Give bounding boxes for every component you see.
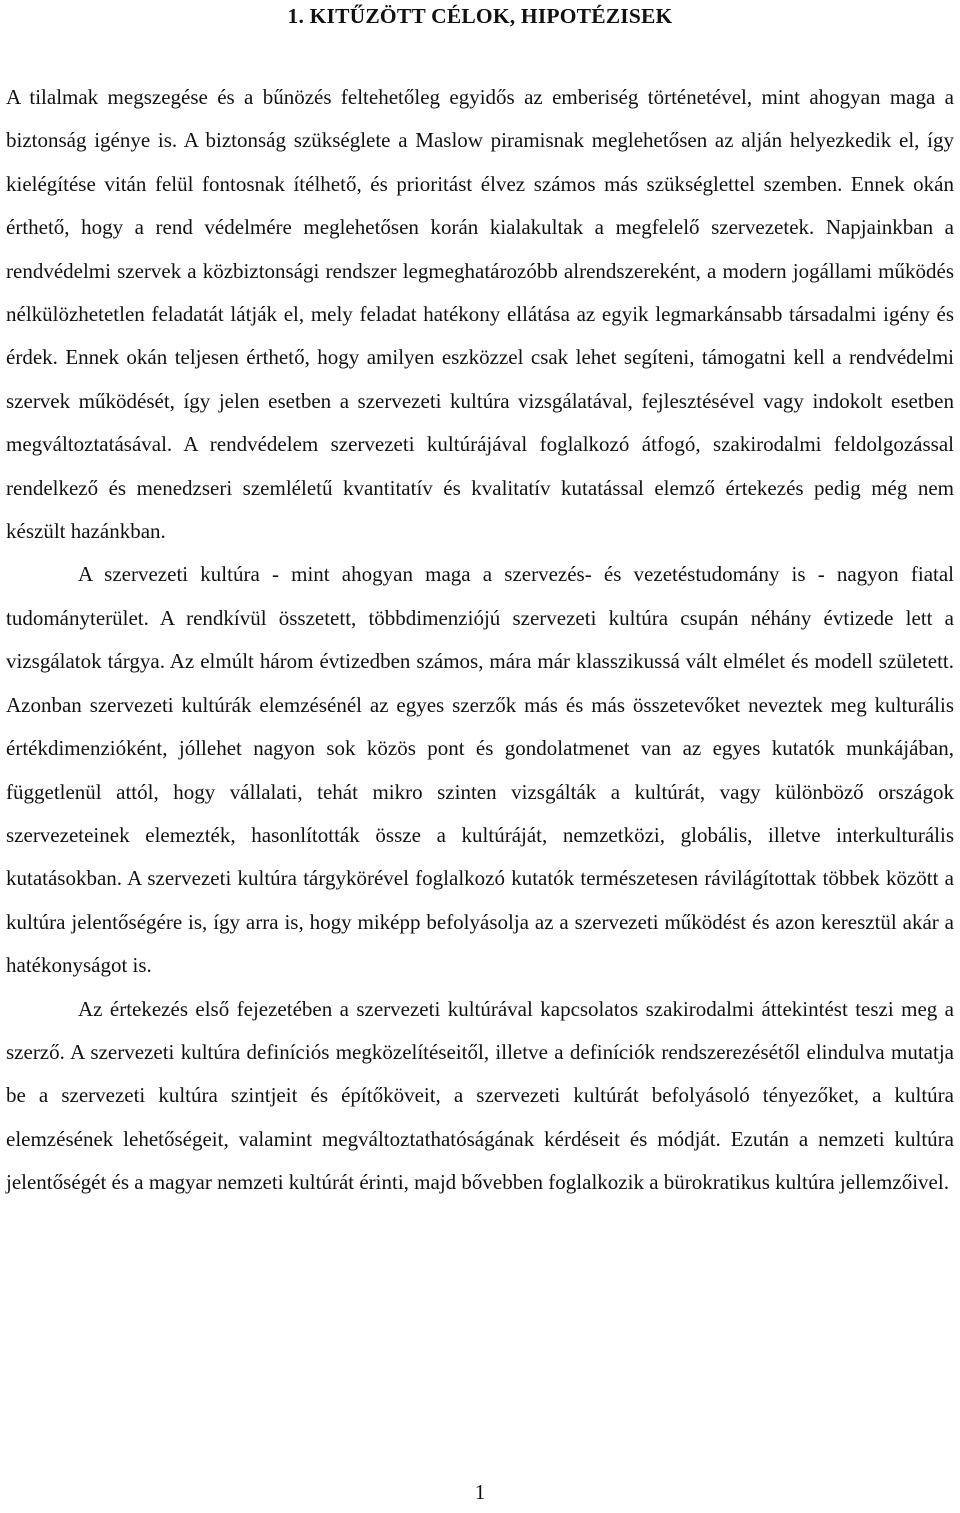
paragraph-3: Az értekezés első fejezetében a szervezeti kultúrával kapcsolatos szakirodalmi áttekintést teszi meg a szerző. A szervezeti kultúra definíciós megközelítéseitől, illetve a definíciók rendszerezésétől elindulva mutatja be a szervezeti kultúra szintjeit és építőköveit, a szervezeti kultúrát befolyásoló tényezőket, a kultúra elemzésének lehetőségeit, valamint megváltoztathatóságának kérdéseit és módját. Ezután a nemzeti kultúra jelentőségét és a magyar nemzeti kultúrát érinti, majd bővebben foglalkozik a bürokratikus kultúra jellemzőivel.: [6, 996, 954, 1195]
paragraph-2: A szervezeti kultúra - mint ahogyan maga a szervezés- és vezetéstudomány is - nagyon fiatal tudományterület. A rendkívül összetett, többdimenziójú szervezeti kultúra csupán néhány évtizede lett a vizsgálatok tárgya. Az elmúlt három évtizedben számos, mára már klasszikussá vált elmélet és modell született. Azonban szervezeti kultúrák elemzésénél az egyes szerzők más és más összetevőket neveztek meg kulturális értékdimenzióként, jóllehet nagyon sok közös pont és gondolatmenet van az egyes kutatók munkájában, függetlenül attól, hogy vállalati, tehát mikro szinten vizsgálták a kultúrát, vagy különböző országok szervezeteinek elemezték, hasonlították össze a kultúráját, nemzetközi, globális, illetve interkulturális kutatásokban. A szervezeti kultúra tárgykörével foglalkozó kutatók természetesen rávilágítottak többek között a kultúra jelentőségére is, így arra is, hogy miképp befolyásolja az a szervezeti működést és azon keresztül akár a hatékonyságot is.: [6, 562, 954, 978]
document-page: [6, 0, 954, 1513]
paragraph-1: A tilalmak megszegése és a bűnözés feltehetőleg egyidős az emberiség történetével, mint ahogyan maga a biztonság igénye is. A biztonság szükséglete a Maslow piramisnak meglehetősen az alján helyezkedik el, így kielégítése vitán felül fontosnak ítélhető, és prioritást élvez számos más szükséglettel szemben. Ennek okán érthető, hogy a rend védelmére meglehetősen korán kialakultak a megfelelő szervezetek. Napjainkban a rendvédelmi szervek a közbiztonsági rendszer legmeghatározóbb alrendszereként, a modern jogállami működés nélkülözhetetlen feladatát látják el, mely feladat hatékony ellátása az egyik legmarkánsabb társadalmi igény és érdek. Ennek okán teljesen érthető, hogy amilyen eszközzel csak lehet segíteni, támogatni kell a rendvédelmi szervek működését, így jelen esetben a szervezeti kultúra vizsgálatával, fejlesztésével vagy indokolt esetben megváltoztatásával. A rendvédelem szervezeti kultúrájával foglalkozó átfogó, szakirodalmi feldolgozással rendelkező és menedzseri szemléletű kvantitatív és kvalitatív kutatással elemző értekezés pedig még nem készült hazánkban.: [6, 85, 954, 544]
chapter-heading: 1. KITŰZÖTT CÉLOK, HIPOTÉZISEK: [287, 4, 673, 28]
page-number: 1: [474, 1480, 486, 1504]
